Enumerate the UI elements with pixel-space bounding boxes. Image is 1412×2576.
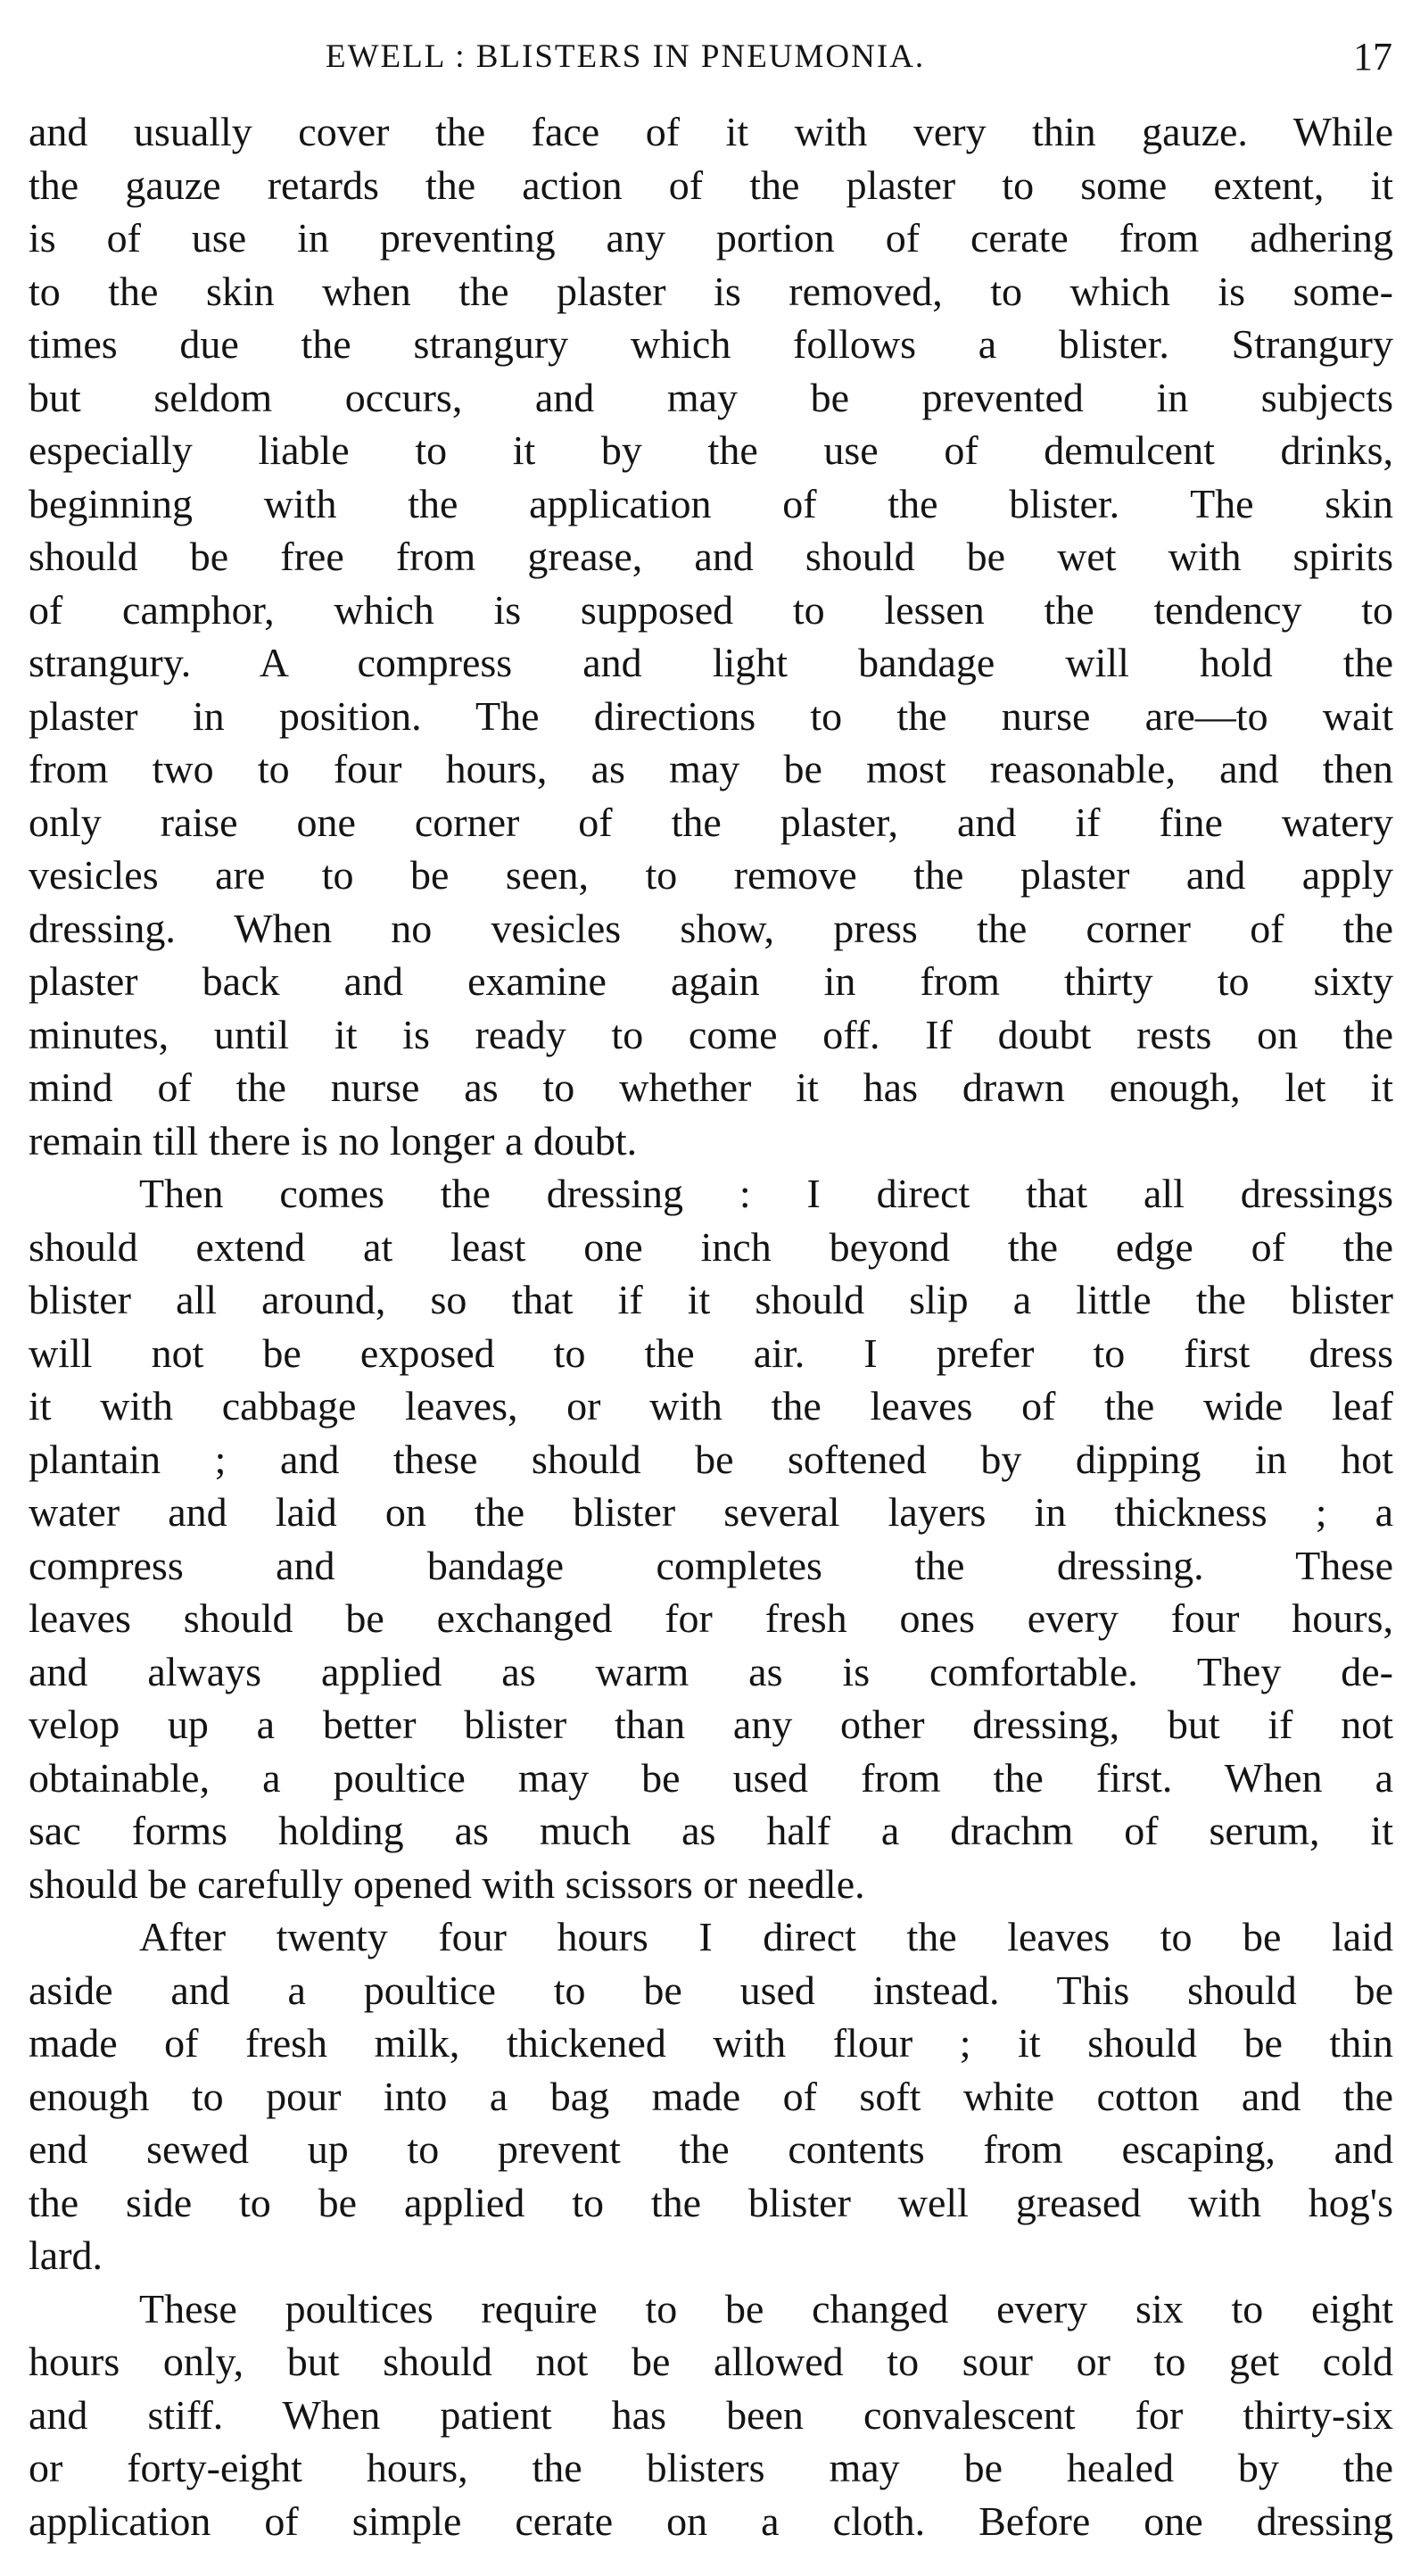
text-line: and always applied as warm as is comfortable. They de- <box>29 1648 1393 1694</box>
text-line: These poultices require to be changed every six to eight <box>139 2285 1393 2332</box>
text-line: should extend at least one inch beyond the edge of the <box>29 1223 1393 1270</box>
text-line: times due the strangury which follows a blister. Strangury <box>29 321 1393 367</box>
text-line: plantain ; and these should be softened by dipping in hot <box>29 1436 1393 1482</box>
paragraph <box>29 2282 1393 2548</box>
text-line: velop up a better blister than any other dressing, but if not <box>29 1702 1393 1747</box>
text-line: Then comes the dressing : I direct that all dressings <box>139 1171 1393 1216</box>
text-line: the side to be applied to the blister well greased with hog's <box>29 2179 1393 2225</box>
text-line: of camphor, which is supposed to lessen the tendency to <box>29 586 1393 633</box>
text-line: dressing. When no vesicles show, press the corner of the <box>29 905 1393 951</box>
text-line: sac forms holding as much as half a drachm of serum, it <box>29 1808 1393 1853</box>
text-line: from two to four hours, as may be most reasonable, and then <box>29 746 1393 791</box>
text-line: enough to pour into a bag made of soft white cotton and the <box>29 2073 1393 2119</box>
text-line: hours only, but should not be allowed to sour or to get cold <box>29 2339 1393 2384</box>
text-line: vesicles are to be seen, to remove the plaster and apply <box>29 852 1393 898</box>
text-line: and stiff. When patient has been convalescent for thirty-six <box>29 2391 1393 2438</box>
text-line: and usually cover the face of it with very thin gauze. While <box>29 109 1393 154</box>
text-line: lard. <box>29 2232 103 2278</box>
text-line: beginning with the application of the blister. The skin <box>29 480 1393 526</box>
text-line: leaves should be exchanged for fresh ones every four hours, <box>29 1595 1393 1641</box>
paragraph <box>29 1167 1393 1910</box>
text-line: made of fresh milk, thickened with flour ; it should be thin <box>29 2020 1393 2066</box>
text-line: water and laid on the blister several layers in thickness ; a <box>29 1489 1393 1535</box>
page-number: 17 <box>1353 35 1392 79</box>
paragraph <box>29 1910 1393 2282</box>
text-line: strangury. A compress and light bandage will hold the <box>29 640 1393 685</box>
text-line: it with cabbage leaves, or with the leaves of the wide leaf <box>29 1383 1393 1429</box>
text-line: should be carefully opened with scissors or needle. <box>29 1860 865 1907</box>
text-line: remain till there is no longer a doubt. <box>29 1117 638 1164</box>
running-title: EWELL : BLISTERS IN PNEUMONIA. <box>326 38 926 75</box>
text-line: plaster in position. The directions to the nurse are—to wait <box>29 692 1393 739</box>
text-line: especially liable to it by the use of demulcent drinks, <box>29 427 1393 473</box>
text-line: or forty-eight hours, the blisters may be healed by the <box>29 2445 1393 2490</box>
paragraph <box>29 105 1393 1167</box>
text-line: minutes, until it is ready to come off. If doubt rests on the <box>29 1011 1393 1057</box>
text-line: will not be exposed to the air. I prefer to first dress <box>29 1329 1393 1376</box>
text-line: compress and bandage completes the dressing. These <box>29 1542 1393 1588</box>
body-text <box>29 105 1393 2547</box>
text-line: plaster back and examine again in from thirty to sixty <box>29 958 1393 1004</box>
running-head <box>0 30 1412 84</box>
text-line: After twenty four hours I direct the leaves to be laid <box>139 1914 1393 1959</box>
text-line: application of simple cerate on a cloth. Before one dressing <box>29 2497 1393 2544</box>
text-line: obtainable, a poultice may be used from the first. When a <box>29 1754 1393 1801</box>
text-line: the gauze retards the action of the plaster to some extent, it <box>29 162 1393 208</box>
text-line: but seldom occurs, and may be prevented in subjects <box>29 374 1393 420</box>
text-line: only raise one corner of the plaster, and if fine watery <box>29 799 1393 845</box>
text-line: aside and a poultice to be used instead. This should be <box>29 1967 1393 2013</box>
text-line: end sewed up to prevent the contents from escaping, and <box>29 2126 1393 2172</box>
text-line: to the skin when the plaster is removed, to which is some- <box>29 268 1393 314</box>
text-line: mind of the nurse as to whether it has drawn enough, let it <box>29 1064 1393 1110</box>
text-line: blister all around, so that if it should slip a little the blister <box>29 1277 1393 1322</box>
text-line: is of use in preventing any portion of cerate from adhering <box>29 215 1393 261</box>
text-line: should be free from grease, and should be wet with spirits <box>29 534 1393 579</box>
